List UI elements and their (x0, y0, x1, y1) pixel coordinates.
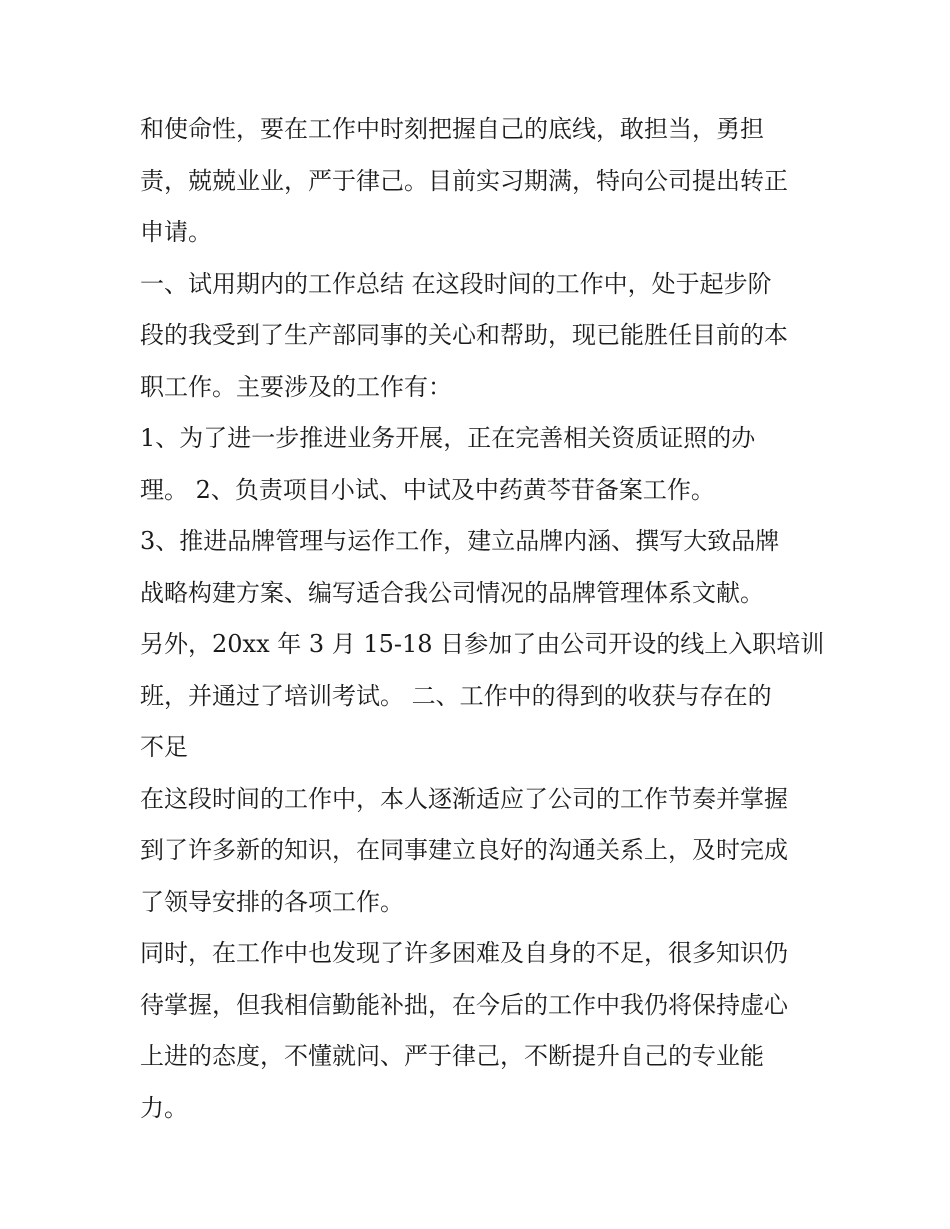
text-line: 3、推进品牌管理与运作工作，建立品牌内涵、撰写大致品牌 (140, 527, 780, 555)
text-line: 同时，在工作中也发现了许多困难及自身的不足，很多知识仍 (140, 939, 788, 967)
text-line: 班，并通过了培训考试。 二、工作中的得到的收获与存在的 (140, 681, 772, 710)
text-line: 力。 (140, 1093, 188, 1122)
text-line: 申请。 (140, 218, 212, 246)
document-body (140, 104, 830, 1134)
text-line: 责，兢兢业业，严于律己。目前实习期满，特向公司提出转正 (140, 166, 788, 195)
text-line: 1、为了进一步推进业务开展，正在完善相关资质证照的办 (140, 424, 756, 452)
text-line: 了领导安排的各项工作。 (140, 887, 404, 916)
text-line: 一、试用期内的工作总结 在这段时间的工作中，处于起步阶 (140, 269, 772, 298)
text-line: 职工作。主要涉及的工作有： (140, 372, 452, 401)
text-line: 另外，20xx 年 3 月 15-18 日参加了由公司开设的线上入职培训 (140, 630, 825, 658)
text-line: 到了许多新的知识，在同事建立良好的沟通关系上，及时完成 (140, 836, 788, 864)
text-line: 上进的态度，不懂就问、严于律己，不断提升自己的专业能 (140, 1042, 764, 1070)
text-line: 理。 2、负责项目小试、中试及中药黄芩苷备案工作。 (140, 475, 715, 504)
text-line: 在这段时间的工作中，本人逐渐适应了公司的工作节奏并掌握 (140, 784, 788, 813)
text-line: 段的我受到了生产部同事的关心和帮助，现已能胜任目前的本 (140, 321, 788, 349)
text-line: 和使命性，要在工作中时刻把握自己的底线，敢担当，勇担 (140, 115, 764, 143)
text-line: 不足 (140, 733, 188, 761)
text-line: 战略构建方案、编写适合我公司情况的品牌管理体系文献。 (140, 578, 764, 607)
text-line: 待掌握，但我相信勤能补拙，在今后的工作中我仍将保持虚心 (140, 990, 788, 1019)
